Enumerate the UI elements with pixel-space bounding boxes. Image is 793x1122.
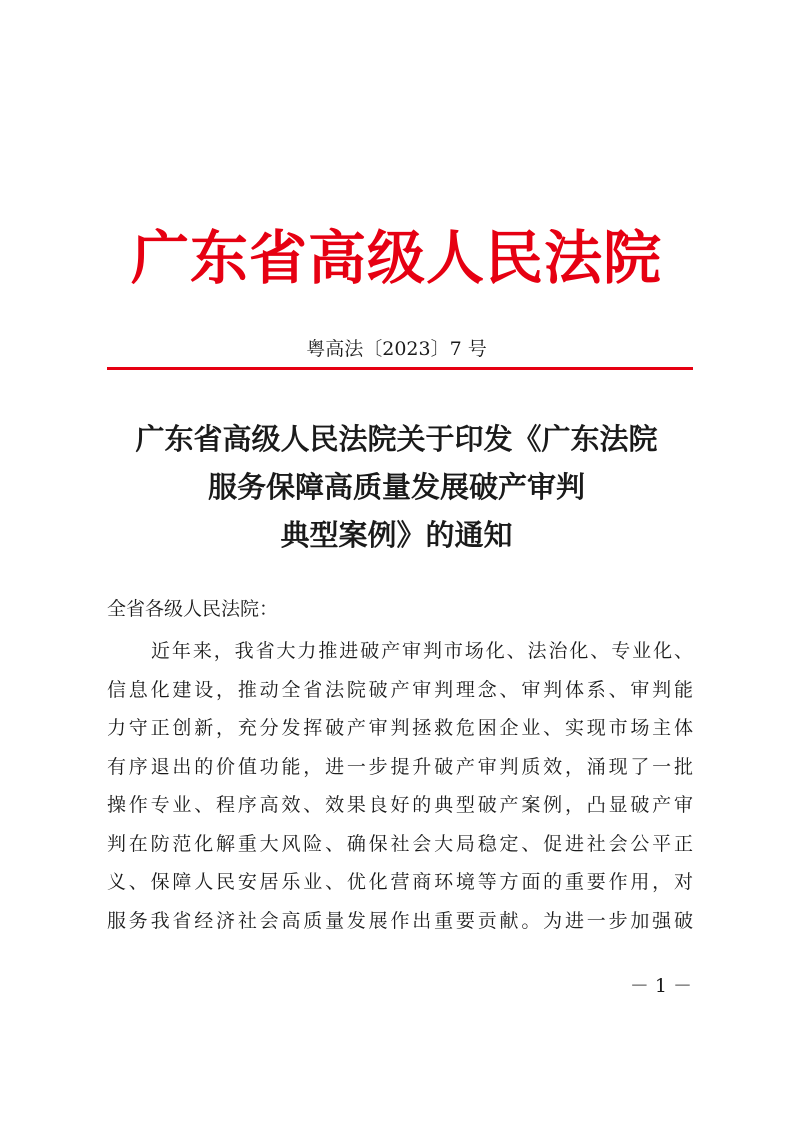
title-line: 服务保障高质量发展破产审判	[207, 470, 585, 504]
body-line: 义、保障人民安居乐业、优化营商环境等方面的重要作用，对	[107, 871, 693, 893]
document-title	[0, 415, 793, 559]
body-line: 操作专业、程序高效、效果良好的典型破产案例，凸显破产审	[107, 794, 693, 816]
body-line: 信息化建设，推动全省法院破产审判理念、审判体系、审判能	[107, 678, 693, 701]
body-line: 有序退出的价值功能，进一步提升破产审判质效，涌现了一批	[107, 755, 693, 778]
body-line: 力守正创新，充分发挥破产审判拯救危困企业、实现市场主体	[107, 717, 693, 739]
body-paragraph	[107, 632, 693, 940]
red-separator-line	[107, 367, 693, 370]
salutation: 全省各级人民法院：	[107, 598, 279, 620]
document-number: 粤高法〔2023〕7 号	[306, 338, 487, 360]
body-line: 服务我省经济社会高质量发展作出重要贡献。为进一步加强破	[107, 909, 693, 932]
body-line: 判在防范化解重大风险、确保社会大局稳定、促进社会公平正	[107, 832, 693, 855]
title-line: 典型案例》的通知	[280, 518, 513, 552]
issuing-authority-header: 广东省高级人民法院	[130, 224, 662, 292]
body-line: 近年来，我省大力推进破产审判市场化、法治化、专业化、	[151, 640, 693, 662]
title-line: 广东省高级人民法院关于印发《广东法院	[135, 422, 658, 456]
page-number: － 1 －	[629, 975, 692, 997]
